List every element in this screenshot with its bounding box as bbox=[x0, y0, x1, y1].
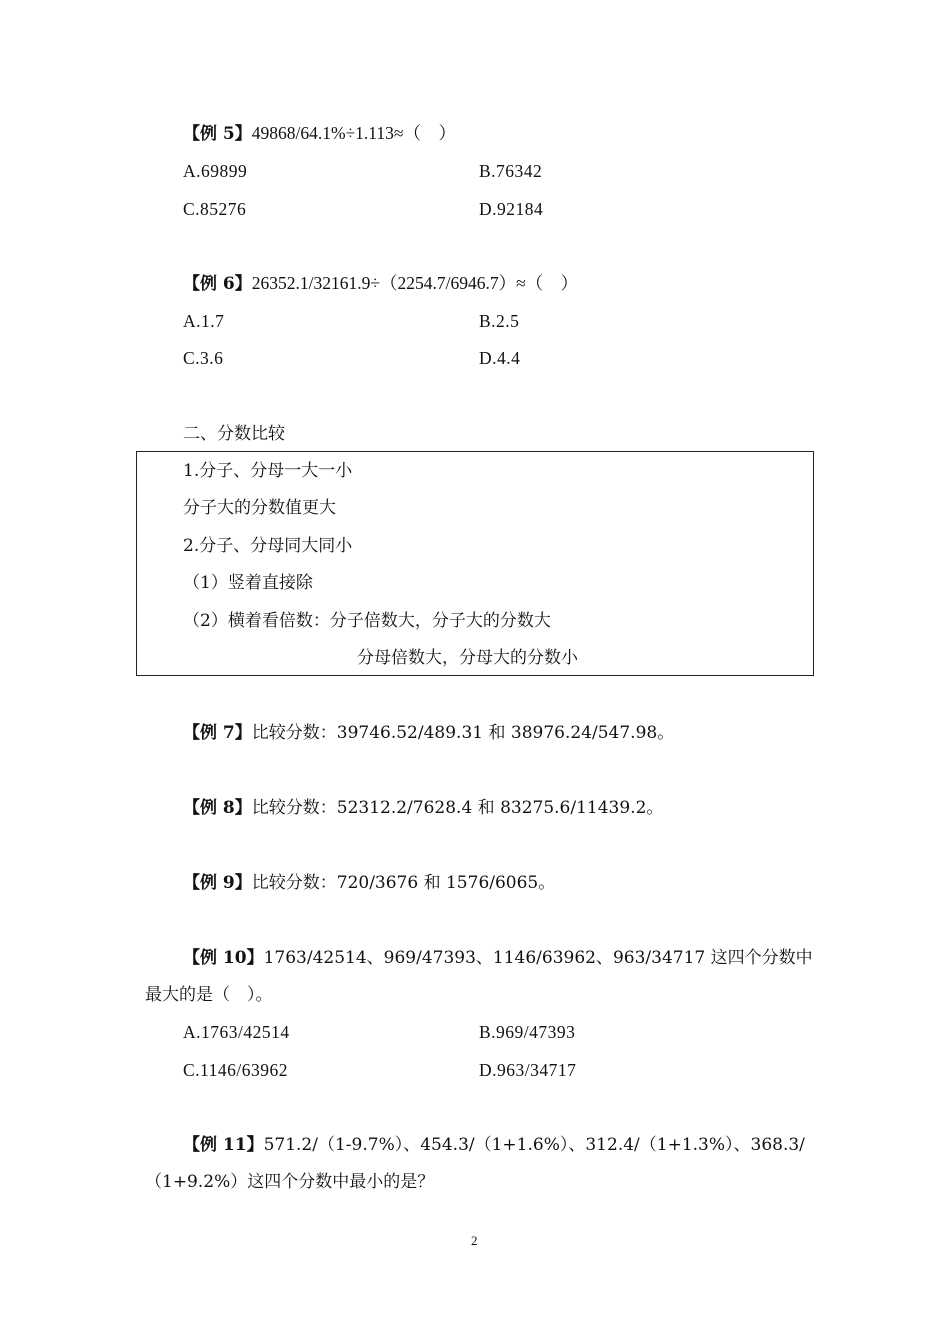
example-5-question bbox=[183, 121, 456, 146]
example-6-expression: 26352.1/32161.9÷（2254.7/6946.7）≈（ ） bbox=[251, 273, 579, 293]
example-8-question bbox=[183, 796, 663, 820]
example-11-line-2: （1+9.2%）这四个分数中最小的是？ bbox=[145, 1172, 435, 1192]
example-6-label: 【例 6】 bbox=[183, 274, 252, 294]
example-7-text: 比较分数：39746.52/489.31 和 38976.24/547.98。 bbox=[251, 723, 675, 743]
example-10-option-c: C.1146/63962 bbox=[183, 1060, 289, 1080]
example-5-option-a: A.69899 bbox=[183, 161, 248, 181]
example-9-text: 比较分数：720/3676 和 1576/6065。 bbox=[251, 873, 556, 893]
example-10-line-2: 最大的是（ ）。 bbox=[145, 985, 273, 1005]
example-5-option-d: D.92184 bbox=[479, 199, 544, 219]
rules-box bbox=[136, 451, 814, 676]
rule-line-6: 分母倍数大，分母大的分数小 bbox=[357, 648, 578, 668]
example-5-option-b: B.76342 bbox=[479, 161, 543, 181]
rule-line-4: （1）竖着直接除 bbox=[183, 573, 313, 593]
example-6-option-b: B.2.5 bbox=[479, 311, 520, 331]
example-10-label: 【例 10】 bbox=[183, 948, 264, 968]
example-9-label: 【例 9】 bbox=[183, 873, 252, 893]
example-11-question bbox=[183, 1133, 805, 1157]
example-10-question bbox=[183, 946, 813, 970]
page-number: 2 bbox=[471, 1233, 478, 1248]
section-heading: 二、分数比较 bbox=[183, 424, 285, 444]
example-6-option-a: A.1.7 bbox=[183, 311, 225, 331]
example-5-option-c: C.85276 bbox=[183, 199, 247, 219]
example-6-option-d: D.4.4 bbox=[479, 348, 521, 368]
example-10-option-d: D.963/34717 bbox=[479, 1060, 577, 1080]
example-10-line-1: 1763/42514、969/47393、1146/63962、963/34717 这四个分数中 bbox=[263, 948, 813, 968]
example-5-label: 【例 5】 bbox=[183, 124, 252, 144]
rule-line-5: （2）横着看倍数：分子倍数大，分子大的分数大 bbox=[183, 611, 551, 631]
example-6-question bbox=[183, 271, 578, 296]
rule-line-3: 2.分子、分母同大同小 bbox=[183, 536, 353, 556]
example-10-option-a: A.1763/42514 bbox=[183, 1022, 290, 1042]
rule-line-1: 1.分子、分母一大一小 bbox=[183, 461, 353, 481]
example-11-line-1: 571.2/（1-9.7%）、454.3/（1+1.6%）、312.4/（1+1.3%）、368.3/ bbox=[263, 1135, 805, 1155]
example-7-question bbox=[183, 721, 674, 745]
example-5-expression: 49868/64.1%÷1.113≈（ ） bbox=[251, 123, 456, 143]
example-10-option-b: B.969/47393 bbox=[479, 1022, 576, 1042]
example-8-text: 比较分数：52312.2/7628.4 和 83275.6/11439.2。 bbox=[251, 798, 664, 818]
example-9-question bbox=[183, 871, 555, 895]
rule-line-2: 分子大的分数值更大 bbox=[183, 498, 336, 518]
example-7-label: 【例 7】 bbox=[183, 723, 252, 743]
example-8-label: 【例 8】 bbox=[183, 798, 252, 818]
example-6-option-c: C.3.6 bbox=[183, 348, 224, 368]
example-11-label: 【例 11】 bbox=[183, 1135, 264, 1155]
